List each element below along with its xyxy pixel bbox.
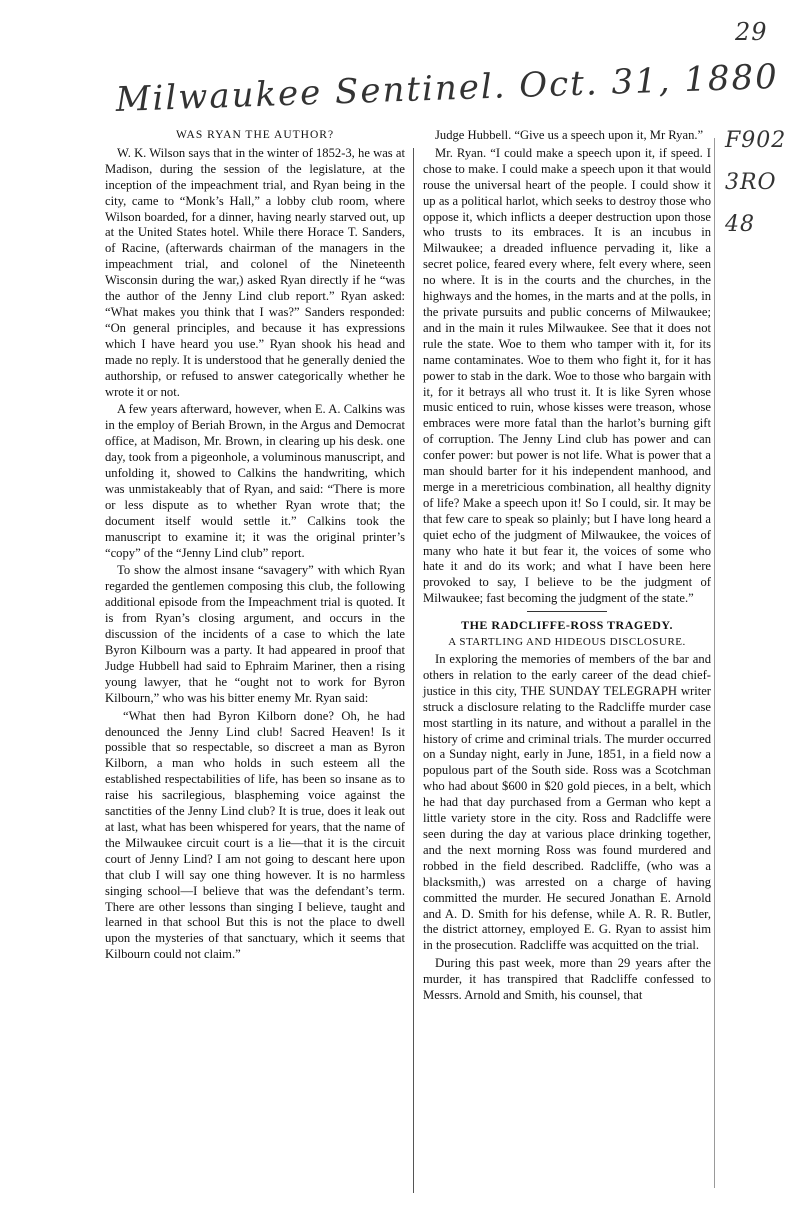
article-paragraph: Mr. Ryan. “I could make a speech upon it, if speed. I chose to make. I could make a speech upon it that would rouse the universal heart of the people. I could show it up as a political harlot, which seeks to destroy those who oppose it, which inflicts a deeper destruction upon those who trusts to its embraces. It is an incubus in Milwaukee; a dreaded influence pervading it, like a secret police, feared every where, felt every where, seen no where. It is in the courts and the churches, in the highways and the homes, in the marts and at the polls, in the private pursuits and public concerns of Milwaukee; and in the main it rules Milwaukee. See that it does not rule the state. Woe to them who tamper with it, for its name contaminates. Woe to them who fight it, for it has power to stab in the dark. Woe to those who bargain with it, for it betrays all who trust it. It is like Syren whose music enticed to ruin, whose kisses were treason, whose embraces were more fatal than the harlot’s burning gift of corruption. The Jenny Lind club has power and can confer power: but power is not life. What is power that a man should barter for it his independent manhood, and merge in a meretricious combination, all healthy dignity of life? Make a speech upon it! So I could, sir. It may be that few care to speak so plainly; but I have long heard a quiet echo of the judgment of Milwaukee, the voices of many who hate it but fear it, the voices of some who hate it and do its work; and what I have been here provoked to say, I believe to be the judgment of Milwaukee; fast becoming the judgment of the state.” (423, 145, 711, 606)
column-divider (413, 148, 414, 1193)
handwritten-note: 3RO (725, 170, 777, 195)
article-paragraph: To show the almost insane “savagery” with which Ryan regarded the gentlemen composing this club, the following additional episode from the Impeachment trial is quoted. It is from Ryan’s closing argument, and occurs in the discussion of the incidents of a case to which the late Byron Kilbourn was a party. It had appeared in proof that Judge Hubbell had said to Ephraim Mariner, then a rising young lawyer, that he “ought not to work for Byron Kilbourn,” who was his bitter enemy Mr. Ryan said: (105, 563, 405, 705)
handwritten-note: F902 (725, 128, 787, 153)
article-paragraph: W. K. Wilson says that in the winter of 1852-3, he was at Madison, during the session of the legislature, at the inception of the impeachment trial, and Ryan being in the city, came to “Monk’s Hall,” a lobby club room, where Wilson boarded, for a dinner, having nearly starved out, up at the United States hotel. While there Horace T. Sanders, of Racine, (afterwards chairman of the managers in the impeachment trial, and colonel of the Nineteenth Wisconsin during the war,) asked Ryan directly if he “was the author of the Jenny Lind club report.” Ryan asked: “What makes you think that I was?” Sanders responded: “On general principles, and because it has expressions which I have heard you use.” Ryan shook his head and made no reply. It is understood that he generally denied the authorship, or refused to answer categorically whether he wrote it or not. (105, 145, 405, 399)
newspaper-clipping (95, 128, 715, 1198)
article-paragraph: A few years afterward, however, when E. A. Calkins was in the employ of Beriah Brown, in the Argus and Democrat office, at Madison, Mr. Brown, in clearing up his desk. one day, took from a pigeonhole, a voluminous manuscript, and unfolding it, showed to Calkins the handwriting, which was unmistakeably that of Ryan, and said: “There is more or less dispute as to whether Ryan wrote that; the document itself would settle it.” Calkins took the manuscript to examine it; it was the original printer’s “copy” of the “Jenny Lind club” report. (105, 402, 405, 560)
article-paragraph: During this past week, more than 29 years after the murder, it has transpired that Radcliffe confessed to Messrs. Arnold and Smith, his counsel, that (423, 956, 711, 1003)
article-headline: THE RADCLIFFE-ROSS TRAGEDY. (461, 618, 673, 633)
article-separator (527, 611, 607, 612)
article-quote: “What then had Byron Kilborn done? Oh, he had denounced the Jenny Lind club! Sacred Heaven! Is it possible that so respectable, so discreet a man as Byron Kilborn, a man who holds in such esteem all the established respectabilities of life, has been so insane as to raise his sacrilegious, blaspheming voice against the sanctities of the Jenny Lind club? It is true, does it leak out at last, what has been whispered for years, that the name of the Milwaukee circuit court is a lie—that it is the circuit court of Jenny Lind? I am not going to descant here upon that club I will say one thing however. It is no harmless singing school—I believe that was the defendant’s term. There are other lessons than singing I believe, taught and learned in that school But this is not the place to dwell upon the mysteries of that sanctuary, which it seems that Kilbourn could not claim.” (105, 708, 405, 962)
article-paragraph: In exploring the memories of members of the bar and others in relation to the early career of the dead chief-justice in this city, THE SUNDAY TELEGRAPH writer struck a disclosure relating to the Radcliffe murder case most startling in its nature, and without a parallel in the history of crime and criminal trials. The murder occurred on a Sunday night, early in June, 1851, in a field now a populous part of the South side. Ross was a Scotchman who had about $600 in $20 gold pieces, in a belt, which he had that day purchased from a German who kept a little variety store in the city. Ross and Radcliffe were seen during the day at various place drinking together, and the next morning Ross was found murdered and robbed in the field described. Radcliffe, (who was a blacksmith,) was arrested on a charge of having committed the murder. He secured Jonathan E. Arnold and A. D. Smith for his defense, while A. R. R. Butler, the district attorney, employed E. G. Ryan to assist him in the prosecution. Radcliffe was acquitted on the trial. (423, 652, 711, 953)
article-headline: WAS RYAN THE AUTHOR? (175, 129, 335, 141)
handwritten-note: 48 (725, 212, 755, 237)
article-ryan-left-column (105, 128, 405, 965)
right-column (423, 128, 711, 1006)
handwritten-source-title: Milwaukee Sentinel. Oct. 31, 1880 (115, 56, 780, 120)
handwritten-margin-notes (725, 120, 795, 246)
article-subheadline: A STARTLING AND HIDEOUS DISCLOSURE. (448, 636, 686, 649)
clipping-edge (714, 138, 715, 1188)
handwritten-page-number: 29 (735, 18, 768, 46)
article-paragraph: Judge Hubbell. “Give us a speech upon it, Mr Ryan.” (435, 128, 704, 142)
